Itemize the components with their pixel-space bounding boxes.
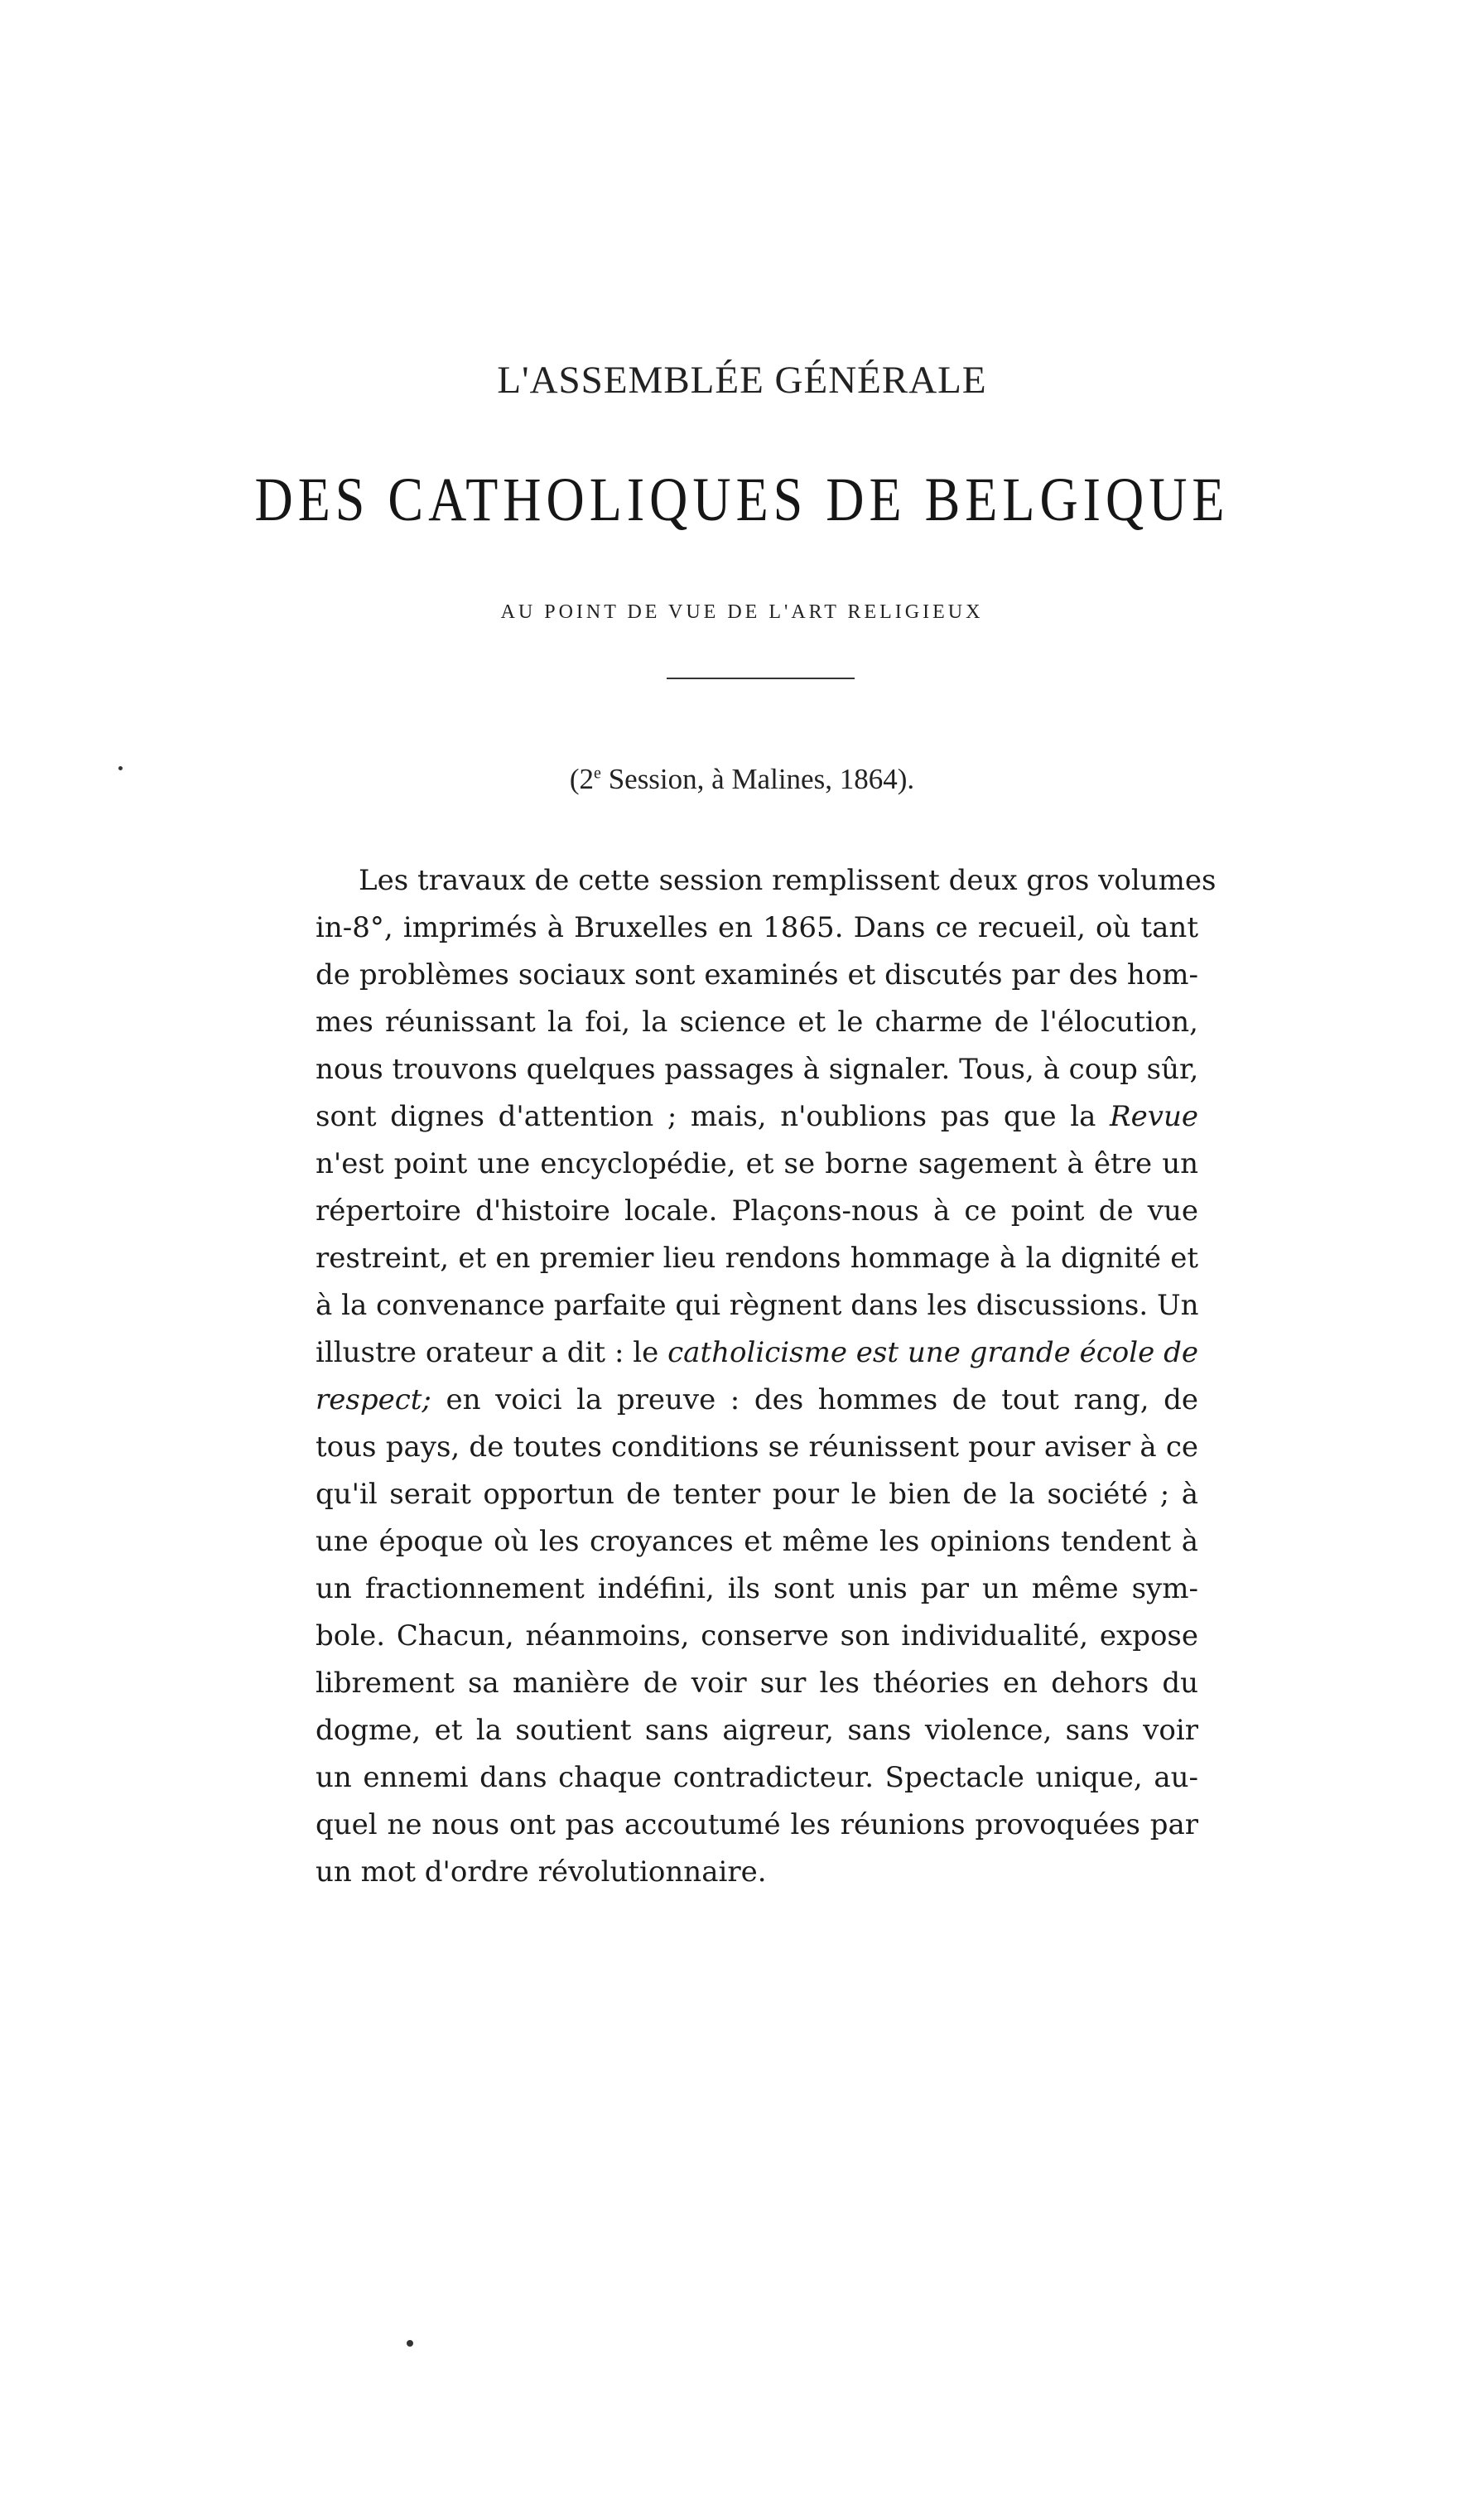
text-line-22: un mot d'ordre révolutionnaire.: [316, 1855, 767, 1889]
session-open: (2: [569, 763, 595, 795]
text-line-14: qu'il serait opportun de tenter pour le bien de la société ; à: [316, 1478, 1198, 1511]
text-line-9: restreint, et en premier lieu rendons hommage à la dignité et: [316, 1242, 1198, 1275]
text-line-19: dogme, et la soutient sans aigreur, sans violence, sans voir: [316, 1714, 1198, 1747]
body-paragraph: [316, 857, 1217, 1896]
text-line-17: bole. Chacun, néanmoins, conserve son individualité, expose: [316, 1619, 1198, 1652]
text-line-11-start: illustre orateur a dit : le: [316, 1336, 668, 1369]
text-line-20: un ennemi dans chaque contradicteur. Spectacle unique, au-: [316, 1761, 1198, 1794]
text-line-11: [316, 1329, 1198, 1377]
text-line-6-italic: Revue: [1110, 1100, 1198, 1133]
text-line-8: répertoire d'histoire locale. Plaçons-nous à ce point de vue: [316, 1194, 1198, 1228]
text-line-15: une époque où les croyances et même les opinions tendent à: [316, 1525, 1198, 1558]
text-line-12-italic: respect;: [316, 1383, 431, 1416]
text-line-2: in-8°, imprimés à Bruxelles en 1865. Dans ce recueil, où tant: [316, 911, 1198, 944]
session-superscript: e: [594, 764, 601, 783]
title-divider: [667, 678, 855, 679]
text-line-11-italic: catholicisme est une grande école de: [667, 1336, 1198, 1369]
heading-main-title: DES CATHOLIQUES DE BELGIQUE: [254, 465, 1230, 534]
text-line-13: tous pays, de toutes conditions se réunissent pour aviser à ce: [316, 1431, 1198, 1464]
heading-subtitle: AU POINT DE VUE DE L'ART RELIGIEUX: [500, 601, 984, 623]
text-line-10: à la convenance parfaite qui règnent dans les discussions. Un: [316, 1289, 1199, 1322]
session-line: [0, 763, 1484, 796]
ink-speck: [407, 2340, 413, 2347]
text-line-4: mes réunissant la foi, la science et le charme de l'élocution,: [316, 1006, 1198, 1039]
text-line-21: quel ne nous ont pas accoutumé les réunions provoquées par: [316, 1808, 1198, 1841]
session-rest: Session, à Malines, 1864).: [600, 763, 915, 795]
text-line-3: de problèmes sociaux sont examinés et discutés par des hom-: [316, 958, 1198, 991]
ink-speck: [118, 766, 123, 770]
text-line-6-start: sont dignes d'attention ; mais, n'oublions pas que la: [316, 1100, 1111, 1133]
text-line-7: n'est point une encyclopédie, et se borne sagement à être un: [316, 1147, 1198, 1180]
heading-line-1: L'ASSEMBLÉE GÉNÉRALE: [497, 359, 987, 402]
text-line-5: nous trouvons quelques passages à signaler. Tous, à coup sûr,: [316, 1053, 1199, 1086]
text-line-18: librement sa manière de voir sur les théories en dehors du: [316, 1667, 1198, 1700]
text-line-1: Les travaux de cette session remplissent deux gros volumes: [359, 864, 1217, 897]
text-line-16: un fractionnement indéfini, ils sont unis par un même sym-: [316, 1572, 1198, 1605]
text-line-12: [316, 1377, 1198, 1424]
text-line-12-rest: en voici la preuve : des hommes de tout rang, de: [431, 1383, 1198, 1416]
text-line-6: [316, 1093, 1198, 1141]
